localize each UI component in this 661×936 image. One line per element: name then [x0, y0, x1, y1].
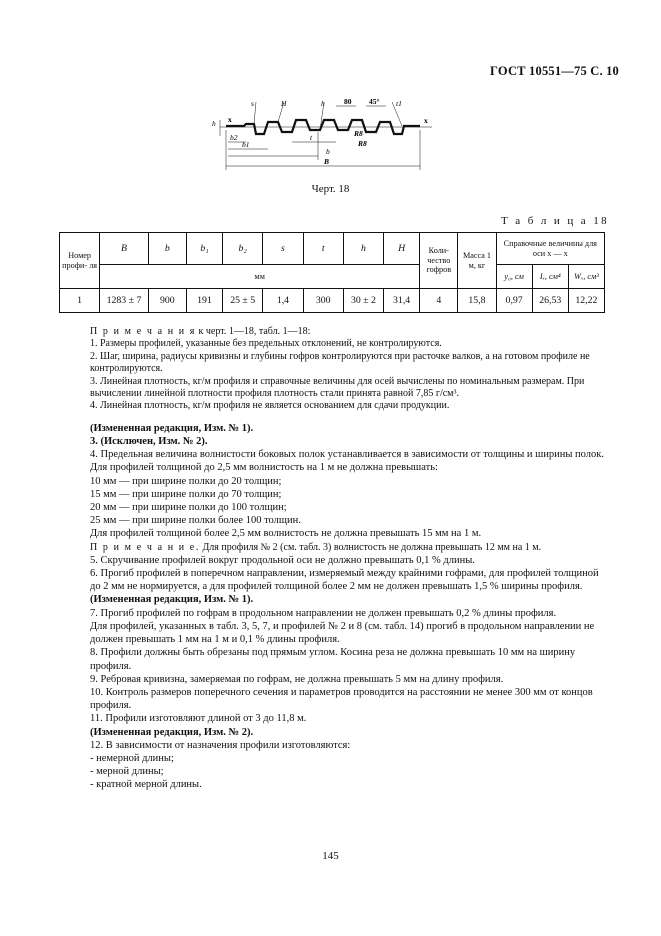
- col-Ix: Iₓ, см⁴: [539, 271, 561, 281]
- page-header: ГОСТ 10551—75 С. 10: [490, 64, 619, 78]
- label-x-right: x: [424, 116, 428, 125]
- label-b2: b2: [230, 133, 238, 142]
- label-b1: b1: [242, 140, 250, 149]
- col-B: B: [121, 242, 127, 254]
- notes-block: П р и м е ч а н и я к черт. 1—18, табл. 1—18: 1. Размеры профилей, указанные без предельных отклонений, не контролируются. 2. Шаг, ширина, радиусы кривизны и глубины гофров контролируются при расточке валков, а на готовом профиле не контролируются. 3. Линейная плотность, кг/м профиля и справочные величины для осей вычислены по номинальным размерам. При вычислении линейной плотности профиля плотность стали принята равной 7,85 г/см³. 4. Линейная плотность, кг/м профиля не является основанием для сдачи продукции.: [90, 326, 604, 413]
- profile-table: [59, 232, 605, 313]
- note-item: 2. Шаг, ширина, радиусы кривизны и глубины гофров контролируются при расточке валков, а на готовом профиле не контролируются.: [90, 350, 590, 375]
- label-B: B: [324, 157, 330, 166]
- note-item: 4. Линейная плотность, кг/м профиля не является основанием для сдачи продукции.: [90, 400, 450, 412]
- label-t: t: [310, 133, 313, 142]
- label-r8-a: R8: [354, 129, 363, 138]
- col-count: Коли- чество гофров: [420, 233, 458, 289]
- note-item: 3. Линейная плотность, кг/м профиля и справочные величины для осей вычислены по номинальным размерам. При вычислении линейной плотности профиля плотность стали принята равной 7,85 г/см³.: [90, 375, 585, 400]
- profile-drawing: [206, 96, 446, 176]
- label-x-left: x: [228, 115, 232, 124]
- label-45: 45°: [369, 97, 380, 106]
- col-s: s: [281, 242, 285, 254]
- table-row: 1 1283 ± 7 900 191 25 ± 5 1,4 300 30 ± 2 31,4 4 15,8 0,97 26,53 12,22: [60, 289, 605, 313]
- figure-caption: Черт. 18: [311, 183, 350, 195]
- label-b: b: [326, 147, 330, 156]
- page-number: 145: [322, 850, 339, 862]
- col-b1: b₁: [200, 242, 209, 254]
- label-h: h: [321, 99, 325, 108]
- document-body: П р и м е ч а н и я к черт. 1—18, табл. 1—18: 1. Размеры профилей, указанные без предельных отклонений, не контролируются. 2. Шаг, ширина, радиусы кривизны и глубины гофров контролируются при расточке валков, а на готовом профиле не контролируются. 3. Линейная плотность, кг/м профиля и справочные величины для осей вычислены по номинальным размерам. При вычислении линейной плотности профиля плотность стали принята равной 7,85 г/см³. 4. Линейная плотность, кг/м профиля не является основанием для сдачи продукции. (Измененная редакция, Изм. № 1). 3. (Исключен, Изм. № 2). 4. Предельная величина волнистости боковых полок устанавливается в зависимости от толщины и ширины полок. Для профилей толщиной до 2,5 мм волнистость на 1 м не должна превышать: 10 мм — при ширине полки до 20 толщин; 15 мм — при ширине полки до 70 толщин; 20 мм — при ширине полки до 100 толщин; 25 мм — при ширине полки более 100 толщин. Для профилей толщиной более 2,5 мм волнистость не должна превышать 15 мм на 1 м. П р и м е ч а н и е. Для профиля № 2 (см. табл. 3) волнистость не должна превышать 12 мм на 1 м. 5. Скручивание профилей вокруг продольной оси не должно превышать 0,1 % длины. 6. Прогиб профилей в поперечном направлении, измеряемый между крайними гофрами, для профилей толщиной до 2 мм не нормируется, а для профилей толщиной более 2 мм не должен превышать 1,5 % ширины профиля. (Измененная редакция, Изм. № 1). 7. Прогиб профилей по гофрам в продольном направлении не должен превышать 0,2 % длины профиля. Для профилей, указанных в табл. 3, 5, 7, и профилей № 2 и 8 (см. табл. 14) прогиб в продольном направлении не должен превышать 1 мм на 1 м и 0,1 % длины профиля. 8. Профили должны быть обрезаны под прямым углом. Косина реза не должна превышать 10 мм на ширину профиля. 9. Ребровая кривизна, замеряемая по гофрам, не должна превышать 5 мм на длину профиля. 10. Контроль размеров поперечного сечения и параметров проводится на расстоянии не менее 300 мм от концов профиля. 11. Профили изготовляют длиной от 3 до 11,8 м. (Измененная редакция, Изм. № 2). 12. В зависимости от назначения профили изготовляются: - немерной длины; - мерной длины; - кратной мерной длины.: [90, 326, 604, 791]
- col-Wx: Wₓ, см³: [574, 271, 599, 281]
- col-y0: y₀, см: [504, 271, 524, 281]
- label-80: 80: [344, 97, 352, 106]
- note-item: 1. Размеры профилей, указанные без предельных отклонений, не контролируются.: [90, 338, 442, 350]
- label-r8-b: R8: [358, 139, 367, 148]
- col-t: t: [321, 242, 325, 254]
- col-profile-no: Номер профи- ля: [60, 233, 100, 289]
- unit-mm: мм: [100, 265, 420, 289]
- col-ref: Справочные величины для оси x — x: [496, 233, 604, 265]
- col-H: H: [398, 242, 406, 254]
- label-t1: t1: [396, 99, 402, 108]
- table-caption: Т а б л и ц а 18: [501, 215, 609, 227]
- col-h: h: [360, 242, 366, 254]
- col-b2: b₂: [238, 242, 247, 254]
- label-H: H: [281, 99, 287, 108]
- col-b: b: [164, 242, 170, 254]
- label-h-left: h: [212, 119, 216, 128]
- col-mass: Масса 1 м, кг: [458, 233, 496, 289]
- label-s: s: [251, 99, 254, 108]
